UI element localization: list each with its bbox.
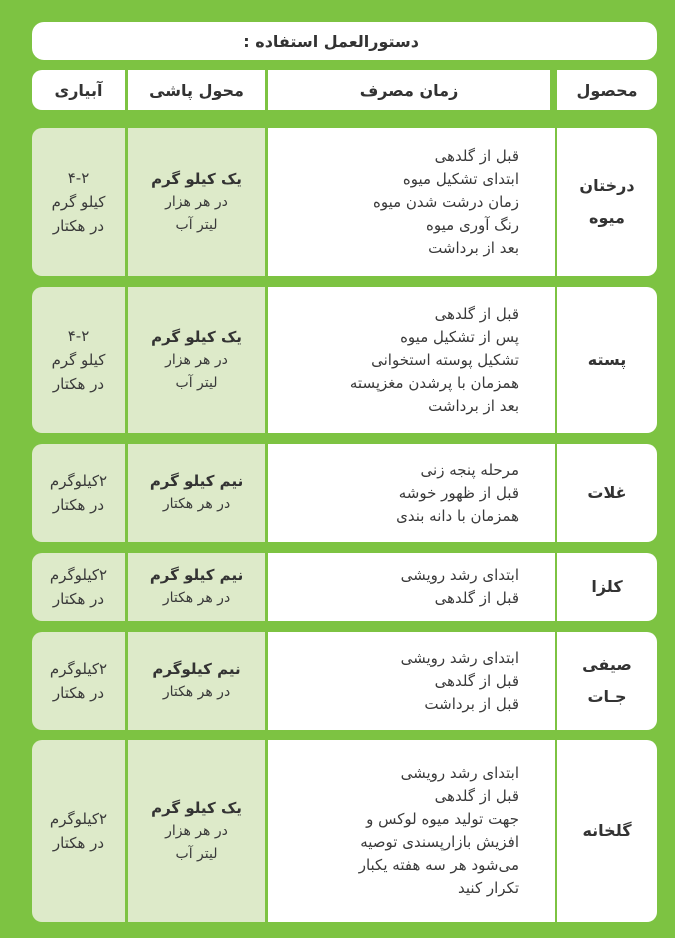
usage-time-cell: ابتدای رشد رویشی قبل از گلدهی جهت تولید میوه لوکس و افزیش بازارپسندی توصیه می‌شود هر سه هفته یکبار تکرار کنید <box>268 740 555 922</box>
product-cell: پسته <box>557 287 657 433</box>
spray-solution-cell: یک کیلو گرم در هر هزار لیتر آب <box>128 287 265 433</box>
irrigation-cell: ۴-۲ کیلو گرم در هکتار <box>32 128 125 276</box>
header-product: محصول <box>557 70 657 110</box>
product-cell: گلخانه <box>557 740 657 922</box>
irrigation-cell: ۲کیلوگرم در هکتار <box>32 444 125 542</box>
table-row <box>32 128 657 276</box>
table-row <box>32 632 657 730</box>
product-cell: کلزا <box>557 553 657 621</box>
spray-solution-cell: نیم کیلوگرم در هر هکتار <box>128 632 265 730</box>
usage-time-cell: ابتدای رشد رویشی قبل از گلدهی قبل از برداشت <box>268 632 555 730</box>
table-row <box>32 740 657 922</box>
product-cell: صیفی جـات <box>557 632 657 730</box>
table-row <box>32 553 657 621</box>
spray-solution-cell: نیم کیلو گرم در هر هکتار <box>128 553 265 621</box>
usage-time-cell: قبل از گلدهی پس از تشکیل میوه تشکیل پوسته استخوانی همزمان با پرشدن مغزپسته بعد از برداشت <box>268 287 555 433</box>
header-usage-time: زمان مصرف <box>268 70 550 110</box>
irrigation-cell: ۲کیلوگرم در هکتار <box>32 740 125 922</box>
spray-solution-cell: یک کیلو گرم در هر هزار لیتر آب <box>128 740 265 922</box>
spray-solution-cell: نیم کیلو گرم در هر هکتار <box>128 444 265 542</box>
page-title: دستورالعمل استفاده : <box>32 22 657 60</box>
header-irrigation: آبیاری <box>32 70 125 110</box>
product-cell: غلات <box>557 444 657 542</box>
irrigation-cell: ۴-۲ کیلو گرم در هکتار <box>32 287 125 433</box>
table-row <box>32 287 657 433</box>
irrigation-cell: ۲کیلوگرم در هکتار <box>32 553 125 621</box>
spray-solution-cell: یک کیلو گرم در هر هزار لیتر آب <box>128 128 265 276</box>
irrigation-cell: ۲کیلوگرم در هکتار <box>32 632 125 730</box>
header-spray-solution: محول پاشی <box>128 70 265 110</box>
table-row <box>32 444 657 542</box>
usage-time-cell: مرحله پنجه زنی قبل از ظهور خوشه همزمان با دانه بندی <box>268 444 555 542</box>
usage-time-cell: ابتدای رشد رویشی قبل از گلدهی <box>268 553 555 621</box>
usage-time-cell: قبل از گلدهی ابتدای تشکیل میوه زمان درشت شدن میوه رنگ آوری میوه بعد از برداشت <box>268 128 555 276</box>
product-cell: درختان میوه <box>557 128 657 276</box>
